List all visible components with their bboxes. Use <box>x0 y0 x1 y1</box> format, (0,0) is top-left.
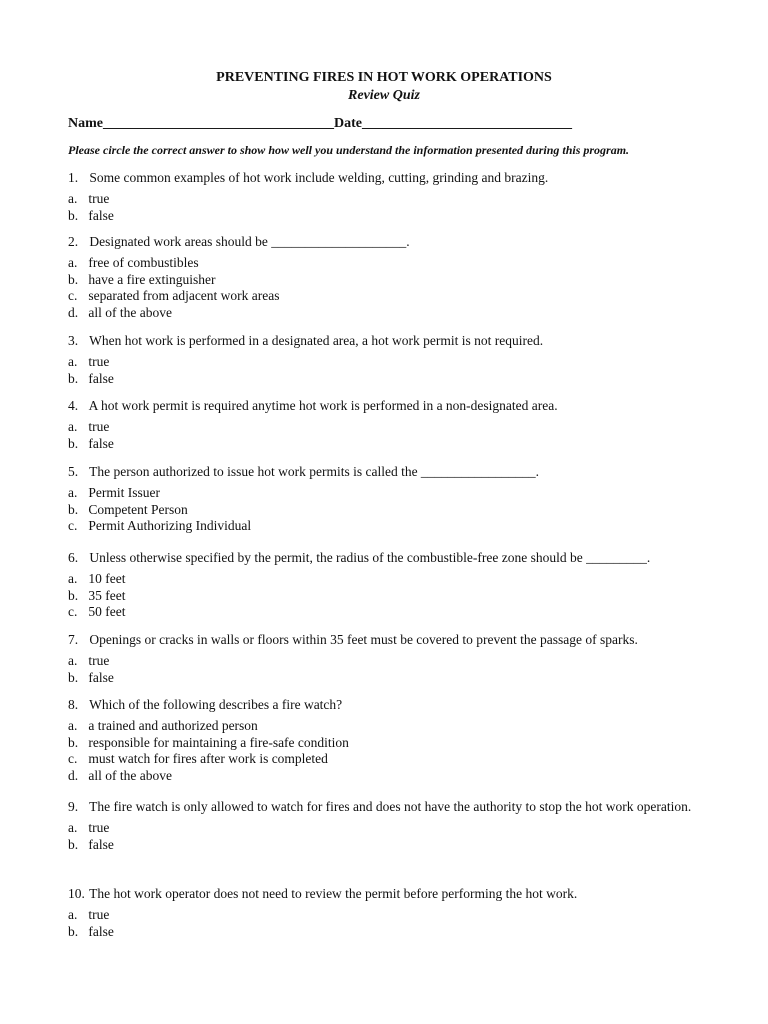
option-letter: a. <box>68 354 78 369</box>
option-text: true <box>88 907 110 922</box>
question-text: The fire watch is only allowed to watch for fires and does not have the authority to stop the hot work operation. <box>89 799 692 814</box>
question-2 <box>68 233 708 321</box>
option-letter: a. <box>68 419 78 434</box>
answer-option[interactable] <box>68 907 708 924</box>
option-letter: c. <box>68 288 78 303</box>
question-5 <box>68 463 708 535</box>
option-letter: a. <box>68 571 78 586</box>
answer-option[interactable] <box>68 288 708 305</box>
answer-option[interactable] <box>68 768 708 785</box>
option-text: false <box>88 669 114 685</box>
option-text: all of the above <box>88 304 172 320</box>
option-letter: a. <box>68 907 78 922</box>
option-letter: b. <box>68 587 79 603</box>
question-text: Unless otherwise specified by the permit, the radius of the combustible-free zone should be _________. <box>89 550 651 565</box>
question-text: The hot work operator does not need to review the permit before performing the hot work. <box>89 886 578 901</box>
option-letter: a. <box>68 653 78 668</box>
page-subtitle: Review Quiz <box>348 88 420 103</box>
question-number: 9. <box>68 799 79 814</box>
question-4 <box>68 397 708 452</box>
option-letter: b. <box>68 734 79 750</box>
question-text: Which of the following describes a fire watch? <box>89 697 343 712</box>
answer-option[interactable] <box>68 518 708 535</box>
answer-options <box>68 419 708 452</box>
question-number: 8. <box>68 697 79 712</box>
option-letter: b. <box>68 271 79 287</box>
question-3 <box>68 332 708 387</box>
question-text: A hot work permit is required anytime hot work is performed in a non-designated area. <box>88 398 558 413</box>
option-letter: a. <box>68 718 78 733</box>
answer-options <box>68 191 708 224</box>
answer-option[interactable] <box>68 191 708 208</box>
question-number: 3. <box>68 333 79 348</box>
answer-option[interactable] <box>68 436 708 453</box>
option-letter: b. <box>68 669 79 685</box>
answer-options <box>68 571 708 621</box>
answer-option[interactable] <box>68 653 708 670</box>
option-letter: a. <box>68 255 78 270</box>
answer-options <box>68 653 708 686</box>
question-number: 1. <box>68 170 79 185</box>
question-text: Designated work areas should be ____________________. <box>89 234 410 249</box>
answer-options <box>68 354 708 387</box>
option-text: false <box>88 435 114 451</box>
option-text: 50 feet <box>88 604 126 619</box>
answer-option[interactable] <box>68 735 708 752</box>
answer-option[interactable] <box>68 571 708 588</box>
answer-option[interactable] <box>68 820 708 837</box>
option-letter: c. <box>68 518 78 533</box>
option-letter: b. <box>68 836 79 852</box>
answer-option[interactable] <box>68 419 708 436</box>
question-number: 10. <box>68 886 85 901</box>
option-letter: b. <box>68 501 79 517</box>
option-letter: a. <box>68 191 78 206</box>
answer-option[interactable] <box>68 305 708 322</box>
answer-options <box>68 820 708 853</box>
question-text: Some common examples of hot work include welding, cutting, grinding and brazing. <box>89 170 549 185</box>
option-text: Competent Person <box>88 501 188 517</box>
answer-option[interactable] <box>68 255 708 272</box>
option-text: have a fire extinguisher <box>88 271 216 287</box>
option-text: Permit Issuer <box>88 485 160 500</box>
option-letter: a. <box>68 485 78 500</box>
question-9 <box>68 798 708 853</box>
option-text: all of the above <box>88 767 172 783</box>
option-text: free of combustibles <box>88 255 199 270</box>
answer-options <box>68 485 708 535</box>
question-7 <box>68 631 708 686</box>
question-1 <box>68 169 708 224</box>
option-letter: c. <box>68 751 78 766</box>
option-text: true <box>88 820 110 835</box>
question-number: 2. <box>68 234 79 249</box>
page-title: PREVENTING FIRES IN HOT WORK OPERATIONS <box>216 70 552 85</box>
name-date-line: Name_________________________________Date______________________________ <box>68 116 572 131</box>
option-letter: b. <box>68 435 79 451</box>
option-letter: b. <box>68 370 79 386</box>
option-letter: c. <box>68 604 78 619</box>
answer-option[interactable] <box>68 924 708 941</box>
answer-option[interactable] <box>68 718 708 735</box>
question-number: 6. <box>68 550 79 565</box>
answer-option[interactable] <box>68 837 708 854</box>
option-text: true <box>88 419 110 434</box>
option-text: false <box>88 836 114 852</box>
answer-option[interactable] <box>68 354 708 371</box>
option-letter: d. <box>68 767 79 783</box>
question-6 <box>68 549 708 621</box>
answer-option[interactable] <box>68 208 708 225</box>
answer-option[interactable] <box>68 670 708 687</box>
option-text: false <box>88 370 114 386</box>
question-8 <box>68 696 708 784</box>
option-text: 10 feet <box>88 571 126 586</box>
question-text: Openings or cracks in walls or floors within 35 feet must be covered to prevent the passage of sparks. <box>89 632 638 647</box>
question-number: 5. <box>68 464 79 479</box>
option-text: responsible for maintaining a fire-safe condition <box>88 734 349 750</box>
answer-option[interactable] <box>68 604 708 621</box>
question-10 <box>68 885 708 940</box>
option-text: false <box>88 207 114 223</box>
answer-option[interactable] <box>68 588 708 605</box>
question-text: When hot work is performed in a designated area, a hot work permit is not required. <box>89 333 544 348</box>
option-text: Permit Authorizing Individual <box>88 518 252 533</box>
option-text: true <box>88 191 110 206</box>
option-text: 35 feet <box>88 587 126 603</box>
option-letter: a. <box>68 820 78 835</box>
question-number: 4. <box>68 398 79 413</box>
option-letter: d. <box>68 304 79 320</box>
instructions: Please circle the correct answer to show how well you understand the information presented during this program. <box>68 143 630 157</box>
question-number: 7. <box>68 632 79 647</box>
option-letter: b. <box>68 207 79 223</box>
question-text: The person authorized to issue hot work permits is called the _________________. <box>89 464 540 479</box>
option-text: true <box>88 653 110 668</box>
answer-option[interactable] <box>68 485 708 502</box>
option-text: must watch for fires after work is completed <box>88 751 328 766</box>
answer-option[interactable] <box>68 371 708 388</box>
answer-options <box>68 255 708 321</box>
option-text: true <box>88 354 110 369</box>
option-text: separated from adjacent work areas <box>88 288 280 303</box>
option-text: a trained and authorized person <box>88 718 258 733</box>
answer-option[interactable] <box>68 502 708 519</box>
answer-option[interactable] <box>68 272 708 289</box>
answer-options <box>68 907 708 940</box>
option-text: false <box>88 923 114 939</box>
answer-option[interactable] <box>68 751 708 768</box>
option-letter: b. <box>68 923 79 939</box>
answer-options <box>68 718 708 784</box>
